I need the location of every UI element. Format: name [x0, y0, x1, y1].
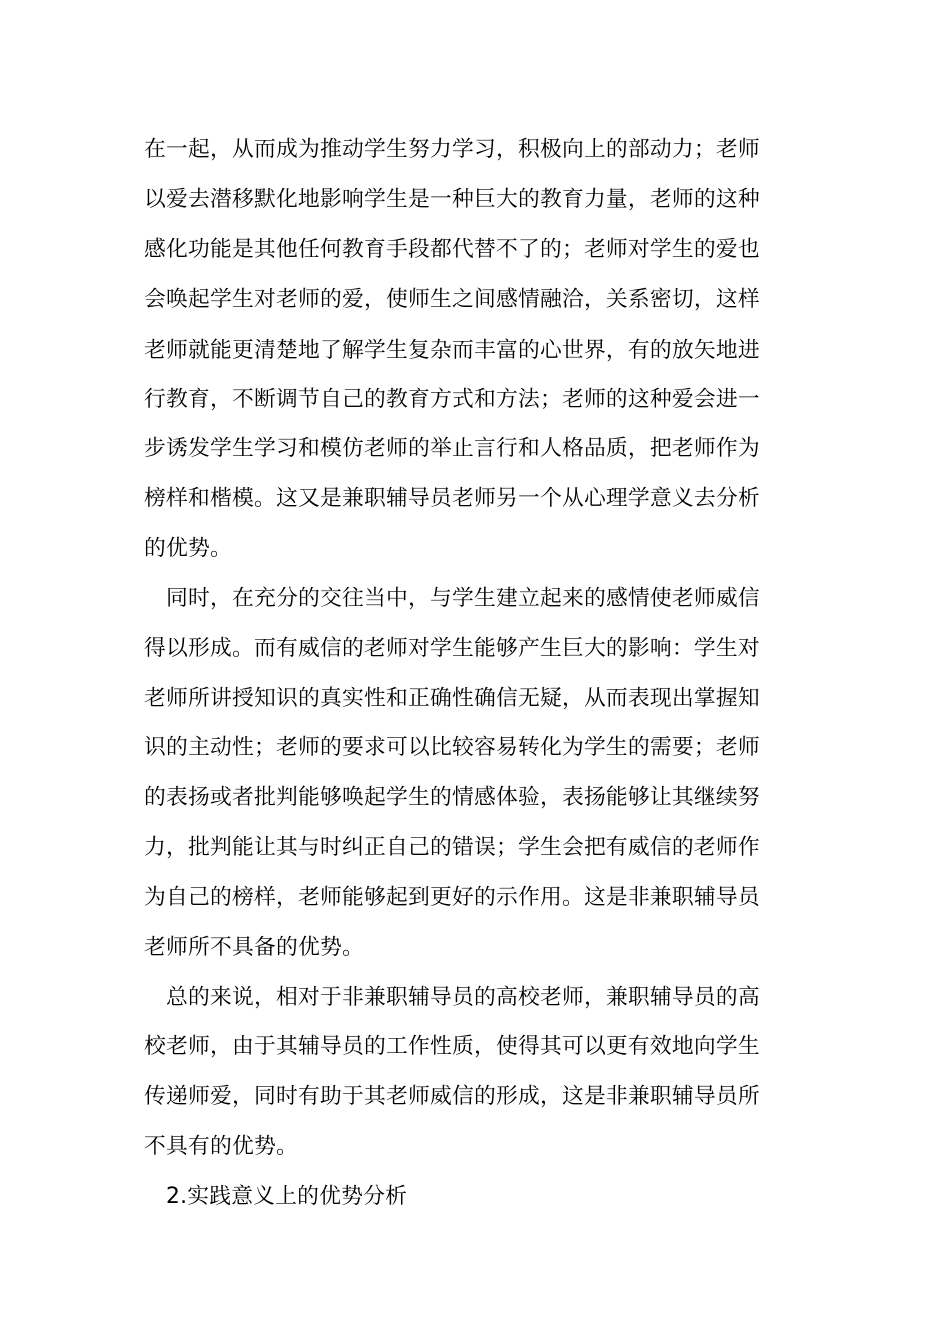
text-line: 的优势。 [144, 536, 232, 561]
section-heading: 2.实践意义上的优势分析 [166, 1184, 408, 1209]
text-line: 传递师爱，同时有助于其老师威信的形成，这是非兼职辅导员所 [144, 1084, 760, 1109]
text-line: 行教育，不断调节自己的教育方式和方法；老师的这种爱会进一 [144, 387, 760, 412]
text-line: 力，批判能让其与时纠正自己的错误；学生会把有威信的老师作 [144, 835, 760, 860]
text-line: 在一起，从而成为推动学生努力学习，积极向上的部动力；老师 [144, 137, 760, 162]
text-line: 的表扬或者批判能够唤起学生的情感体验，表扬能够让其继续努 [144, 785, 760, 810]
paragraph-first-line: 总的来说，相对于非兼职辅导员的高校老师，兼职辅导员的高 [166, 985, 760, 1010]
paragraph-first-line: 同时，在充分的交往当中，与学生建立起来的感情使老师威信 [166, 586, 760, 611]
text-line: 得以形成。而有威信的老师对学生能够产生巨大的影响：学生对 [144, 636, 760, 661]
text-line: 老师所不具备的优势。 [144, 935, 364, 960]
text-line: 老师所讲授知识的真实性和正确性确信无疑，从而表现出掌握知 [144, 686, 760, 711]
text-line: 为自己的榜样，老师能够起到更好的示作用。这是非兼职辅导员 [144, 885, 760, 910]
text-line: 会唤起学生对老师的爱，使师生之间感情融洽，关系密切，这样 [144, 287, 760, 312]
text-line: 步诱发学生学习和模仿老师的举止言行和人格品质，把老师作为 [144, 436, 760, 461]
text-line: 榜样和楷模。这又是兼职辅导员老师另一个从心理学意义去分析 [144, 486, 760, 511]
text-line: 以爱去潜移默化地影响学生是一种巨大的教育力量，老师的这种 [144, 187, 760, 212]
text-line: 老师就能更清楚地了解学生复杂而丰富的心世界，有的放矢地进 [144, 338, 760, 363]
text-line: 校老师，由于其辅导员的工作性质，使得其可以更有效地向学生 [144, 1034, 760, 1059]
text-line: 识的主动性；老师的要求可以比较容易转化为学生的需要；老师 [144, 735, 760, 760]
text-line: 不具有的优势。 [144, 1134, 298, 1159]
text-line: 感化功能是其他任何教育手段都代替不了的；老师对学生的爱也 [144, 237, 760, 262]
